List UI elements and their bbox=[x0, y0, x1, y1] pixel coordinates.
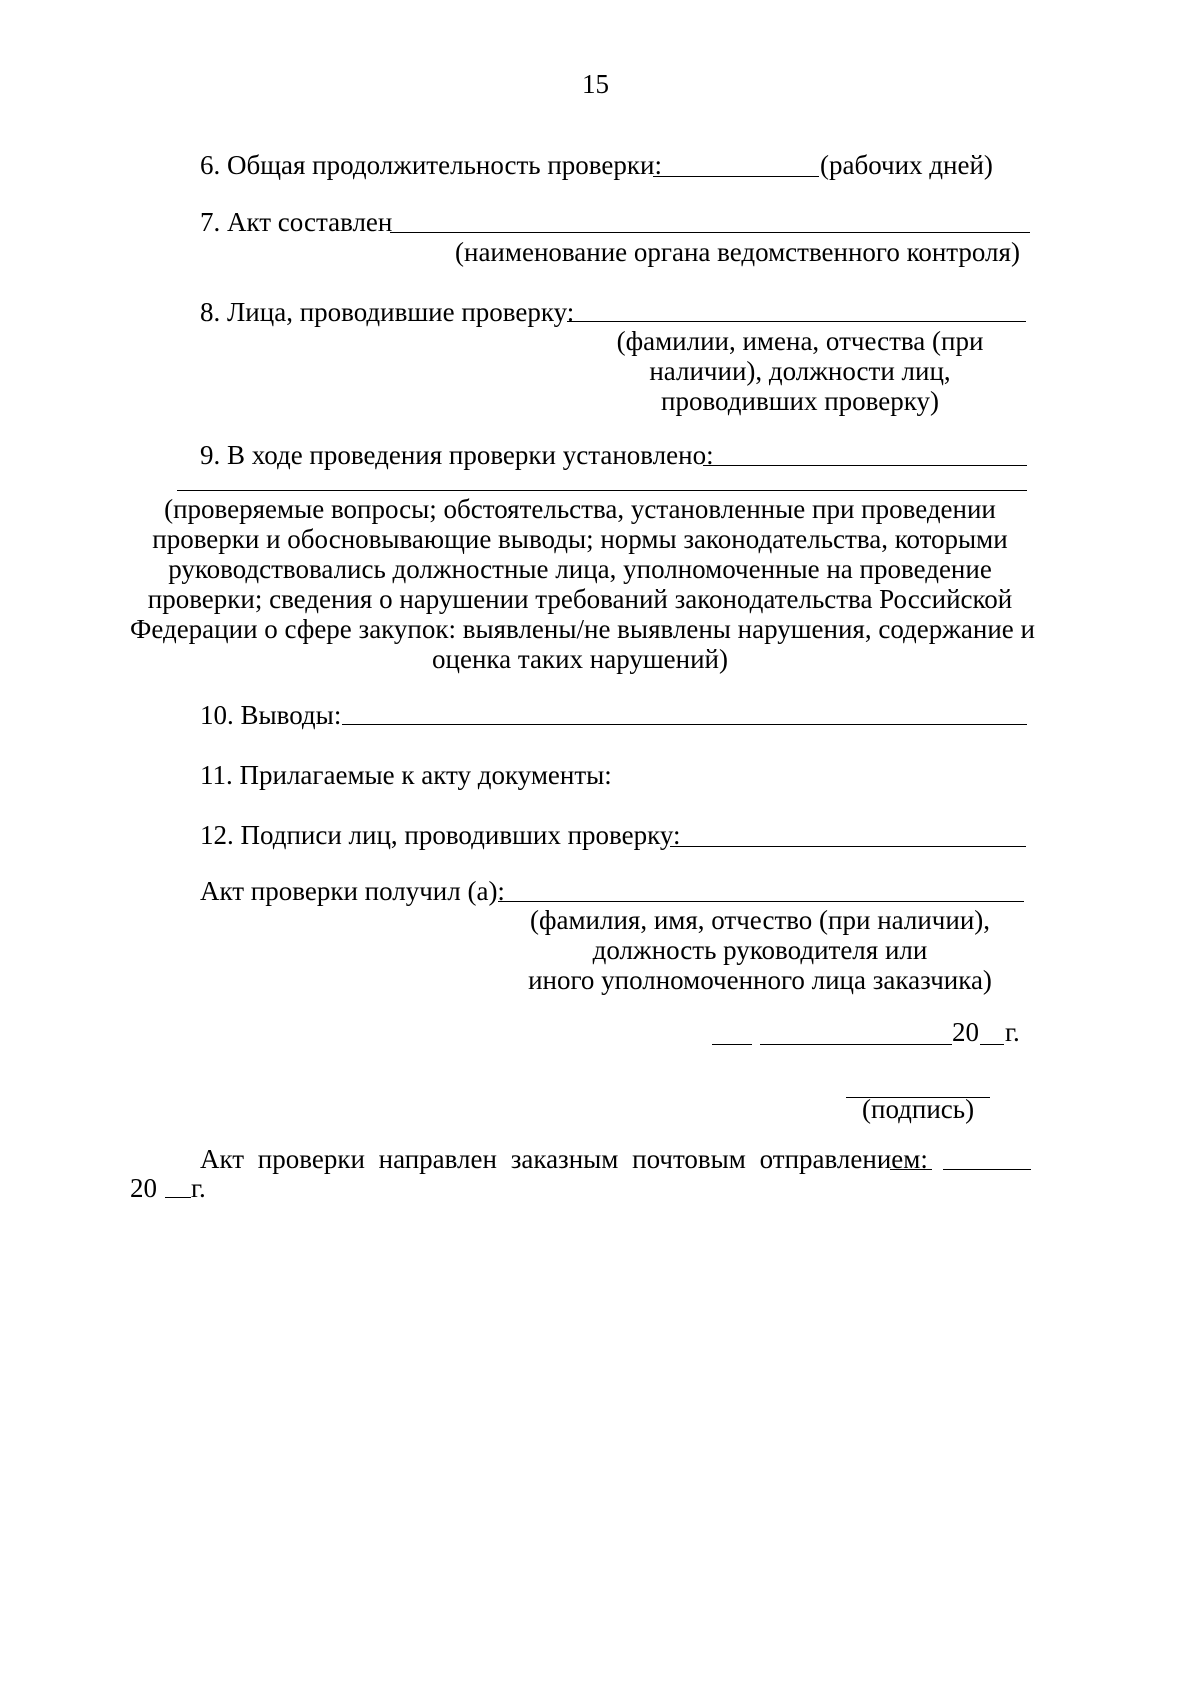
caption-line: Федерации о сфере закупок: выявлены/не выявлены нарушения, содержание и bbox=[130, 614, 1035, 644]
caption-line: иного уполномоченного лица заказчика) bbox=[528, 965, 992, 995]
date-year-field[interactable] bbox=[980, 1044, 1004, 1045]
caption-line: (фамилия, имя, отчество (при наличии), bbox=[529, 905, 991, 935]
item-9-caption bbox=[130, 494, 1035, 674]
item-6-days-field[interactable] bbox=[653, 176, 819, 177]
item-7-label: 7. Акт составлен bbox=[200, 207, 393, 237]
item-7-organ-field[interactable] bbox=[390, 232, 1030, 233]
item-6-label: 6. Общая продолжительность проверки: bbox=[200, 150, 662, 180]
received-name-field[interactable] bbox=[498, 901, 1024, 902]
received-label: Акт проверки получил (а): bbox=[200, 876, 505, 906]
caption-line: проводивших проверку) bbox=[661, 386, 939, 416]
item-12-signatures-field[interactable] bbox=[670, 846, 1026, 847]
caption-line: (фамилии, имена, отчества (при bbox=[616, 326, 984, 356]
date-year-suffix: г. bbox=[1005, 1017, 1020, 1047]
date-year-prefix: 20 bbox=[952, 1017, 979, 1047]
item-7-caption: (наименование органа ведомственного контроля) bbox=[455, 237, 1020, 267]
date-day-field[interactable] bbox=[712, 1044, 752, 1045]
item-9-findings-field[interactable] bbox=[703, 465, 1027, 466]
sent-year-suffix: г. bbox=[191, 1173, 206, 1203]
item-9-findings-field-2[interactable] bbox=[177, 490, 1027, 491]
item-8-persons-field[interactable] bbox=[567, 321, 1026, 322]
page-number: 15 bbox=[582, 69, 609, 99]
item-11-label: 11. Прилагаемые к акту документы: bbox=[200, 760, 612, 790]
caption-line: руководствовались должностные лица, уполномоченные на проведение bbox=[168, 554, 992, 584]
caption-line: наличии), должности лиц, bbox=[649, 356, 951, 386]
sent-month-field[interactable] bbox=[943, 1169, 1031, 1170]
sent-year-prefix: 20 bbox=[130, 1173, 157, 1203]
item-10-label: 10. Выводы: bbox=[200, 700, 342, 730]
item-12-label: 12. Подписи лиц, проводивших проверку: bbox=[200, 820, 681, 850]
caption-line: проверки; сведения о нарушении требований законодательства Российской bbox=[147, 584, 1013, 614]
item-8-label: 8. Лица, проводившие проверку: bbox=[200, 297, 575, 327]
caption-line: должность руководителя или bbox=[592, 935, 928, 965]
caption-line: (проверяемые вопросы; обстоятельства, установленные при проведении bbox=[164, 494, 996, 524]
caption-line: проверки и обосновывающие выводы; нормы законодательства, которыми bbox=[152, 524, 1008, 554]
sent-year-field[interactable] bbox=[165, 1197, 191, 1198]
received-caption bbox=[520, 905, 1000, 995]
item-9-label: 9. В ходе проведения проверки установлено: bbox=[200, 440, 714, 470]
item-10-conclusions-field[interactable] bbox=[342, 724, 1027, 725]
sent-label: Акт проверки направлен заказным почтовым отправлением: bbox=[200, 1144, 928, 1174]
item-8-caption bbox=[600, 326, 1000, 416]
sent-day-field[interactable] bbox=[890, 1169, 932, 1170]
date-month-field[interactable] bbox=[760, 1044, 952, 1045]
caption-line: оценка таких нарушений) bbox=[432, 644, 728, 674]
item-6-suffix: (рабочих дней) bbox=[820, 150, 993, 180]
signature-caption: (подпись) bbox=[862, 1094, 975, 1124]
